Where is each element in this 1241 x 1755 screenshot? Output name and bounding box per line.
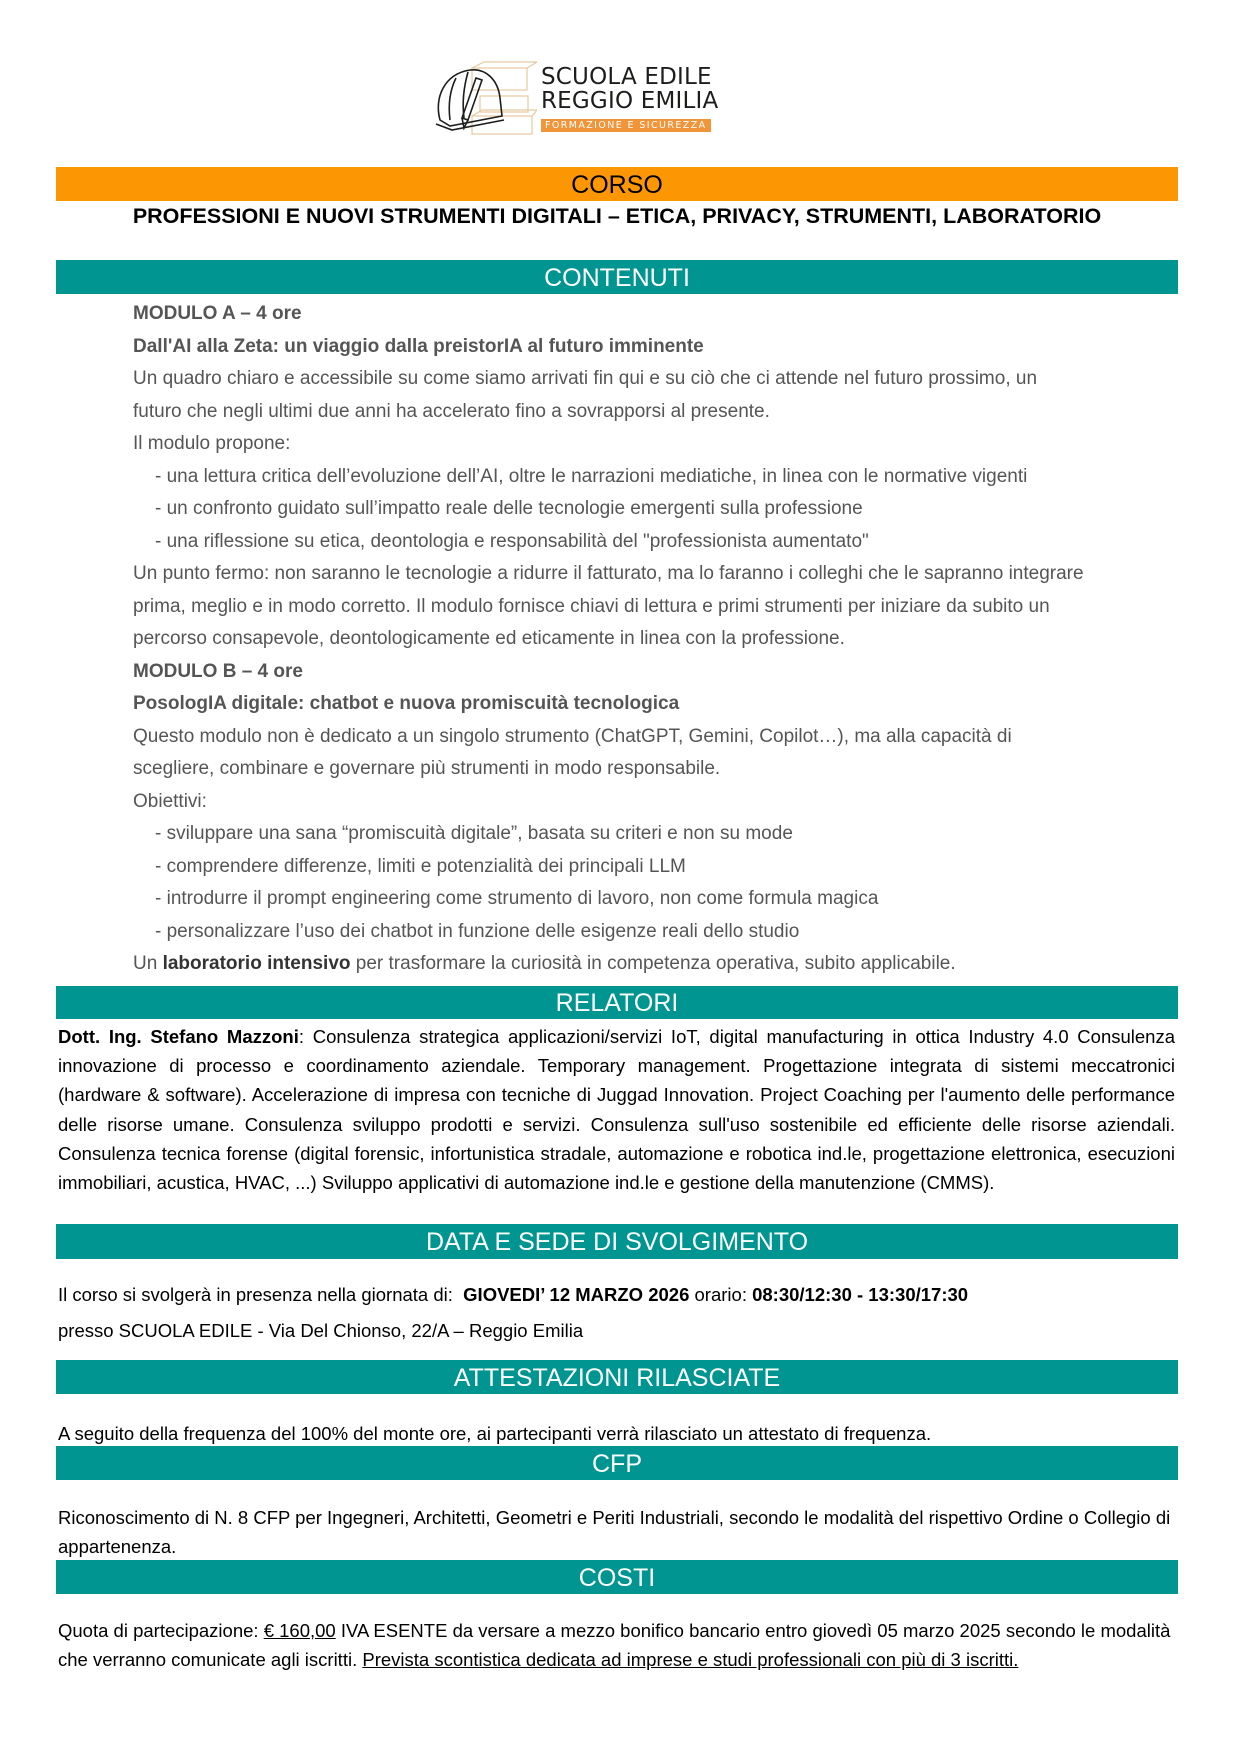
speaker-bio: : Consulenza strategica applicazioni/servizi IoT, digital manufacturing in ottica Industry 4.0 Consulenza innovazione di processo e coordinamento aziendale. Temporary management. Progettazione integrata di sistemi meccatronici (hardware & software). Accelerazione di impresa con tecniche di Juggad Innovation. Project Coaching per l'aumento delle performance delle risorse umane. Consulenza sviluppo prodotti e servizi. Consulenza sull'uso sostenibile ed efficiente delle risorse aziendali. Consulenza tecnica forense (digital forensic, infortunistica stradale, automazione e robotica ind.le, progettazione elettronica, esecuzioni immobiliari, acustica, HVAC, ...) Sviluppo applicativi di automazione ind.le e gestione della manutenzione (CMMS).	[58, 1026, 1176, 1194]
section-header-attestazioni	[56, 1360, 1178, 1394]
list-item: - una lettura critica dell’evoluzione dell’AI, oltre le narrazioni mediatiche, in linea con le normative vigenti	[155, 465, 1028, 487]
cfp-text: Riconoscimento di N. 8 CFP per Ingegneri, Architetti, Geometri e Periti Industriali, secondo le modalità del rispettivo Ordine o Collegio di appartenenza.	[58, 1507, 1171, 1557]
contenuti-body	[133, 298, 1173, 981]
list-label: Il modulo propone:	[133, 433, 291, 454]
modulo-a-title: MODULO A – 4 ore	[133, 303, 302, 324]
date-line	[58, 1280, 1175, 1309]
logo-tagline: FORMAZIONE E SICUREZZA	[541, 119, 711, 132]
section-title: DATA E SEDE DI SVOLGIMENTO	[425, 1228, 809, 1256]
paragraph-line: futuro che negli ultimi due anni ha accelerato fino a sovrapporsi al presente.	[133, 400, 770, 422]
attestazioni-text: A seguito della frequenza del 100% del monte ore, ai partecipanti verrà rilasciato un attestato di frequenza.	[58, 1423, 932, 1444]
logo-title-line1: SCUOLA EDILE	[541, 64, 712, 90]
course-label: CORSO	[571, 171, 663, 199]
course-hours: 08:30/12:30 - 13:30/17:30	[752, 1284, 969, 1305]
list-item: - personalizzare l’uso dei chatbot in funzione delle esigenze reali dello studio	[155, 920, 800, 942]
price-label: Quota di partecipazione:	[58, 1620, 264, 1641]
list-item: - un confronto guidato sull’impatto reale delle tecnologie emergenti sulla professione	[155, 498, 863, 519]
list-item: - comprendere differenze, limiti e potenzialità dei principali LLM	[155, 855, 686, 877]
section-header-data-sede	[56, 1224, 1178, 1259]
list-item: - una riflessione su etica, deontologia e responsabilità del "professionista aumentato"	[155, 530, 869, 552]
speaker-name: Dott. Ing. Stefano Mazzoni	[58, 1026, 299, 1047]
section-title: RELATORI	[555, 989, 679, 1017]
list-item: - sviluppare una sana “promiscuità digitale”, basata su criteri e non su mode	[155, 823, 793, 844]
course-location: presso SCUOLA EDILE - Via Del Chionso, 22/A – Reggio Emilia	[58, 1320, 584, 1341]
section-header-relatori	[56, 986, 1178, 1019]
payment-terms: IVA ESENTE da versare a mezzo bonifico bancario entro giovedì 05 marzo 2025 secondo le modalità che verranno comunicate agli iscritti.	[58, 1620, 1171, 1670]
price-value: € 160,00	[263, 1620, 336, 1641]
section-title: CONTENUTI	[544, 264, 690, 292]
modulo-b-title: MODULO B – 4 ore	[133, 660, 303, 682]
course-date: GIOVEDI’ 12 MARZO 2026	[463, 1284, 690, 1305]
closing-suffix: per trasformare la curiosità in competenza operativa, subito applicabile.	[350, 953, 956, 974]
relatori-body	[58, 1022, 1175, 1197]
paragraph-line: scegliere, combinare e governare più strumenti in modo responsabile.	[133, 758, 721, 779]
section-title: ATTESTAZIONI RILASCIATE	[453, 1364, 781, 1392]
logo	[432, 58, 732, 140]
date-prefix: Il corso si svolgerà in presenza nella giornata di:	[58, 1284, 464, 1305]
paragraph-line: percorso consapevole, deontologicamente ed eticamente in linea con la professione.	[133, 628, 845, 649]
section-header-contenuti	[56, 260, 1178, 294]
closing-line	[133, 948, 1173, 981]
closing-prefix: Un	[133, 953, 163, 974]
course-label-band	[56, 167, 1178, 201]
section-header-costi	[56, 1560, 1178, 1594]
course-title: PROFESSIONI E NUOVI STRUMENTI DIGITALI – ETICA, PRIVACY, STRUMENTI, LABORATORIO	[132, 204, 1102, 228]
paragraph-line: Un quadro chiaro e accessibile su come siamo arrivati fin qui e su ciò che ci attende nel futuro prossimo, un	[133, 368, 1038, 389]
orario-label: orario:	[689, 1284, 753, 1305]
section-title: CFP	[592, 1450, 642, 1478]
section-title: COSTI	[578, 1564, 656, 1592]
modulo-b-subtitle: PosologIA digitale: chatbot e nuova promiscuità tecnologica	[133, 693, 680, 714]
logo-title-line2: REGGIO EMILIA	[541, 88, 719, 114]
hard-hat-pencil-bricks-icon	[432, 58, 537, 140]
paragraph-line: prima, meglio e in modo corretto. Il modulo fornisce chiavi di lettura e primi strumenti per iniziare da subito un	[133, 595, 1050, 617]
paragraph-line: Un punto fermo: non saranno le tecnologie a ridurre il fatturato, ma lo faranno i colleghi che le sapranno integrare	[133, 563, 1084, 584]
section-header-cfp	[56, 1446, 1178, 1480]
costi-text	[58, 1616, 1175, 1674]
modulo-a-subtitle: Dall'AI alla Zeta: un viaggio dalla preistorIA al futuro imminente	[133, 335, 704, 357]
list-item: - introdurre il prompt engineering come strumento di lavoro, non come formula magica	[155, 888, 879, 909]
closing-bold: laboratorio intensivo	[162, 953, 351, 974]
list-label: Obiettivi:	[133, 790, 207, 812]
paragraph-line: Questo modulo non è dedicato a un singolo strumento (ChatGPT, Gemini, Copilot…), ma alla capacità di	[133, 725, 1012, 747]
discount-note: Prevista scontistica dedicata ad imprese e studi professionali con più di 3 iscritti.	[362, 1649, 1019, 1670]
